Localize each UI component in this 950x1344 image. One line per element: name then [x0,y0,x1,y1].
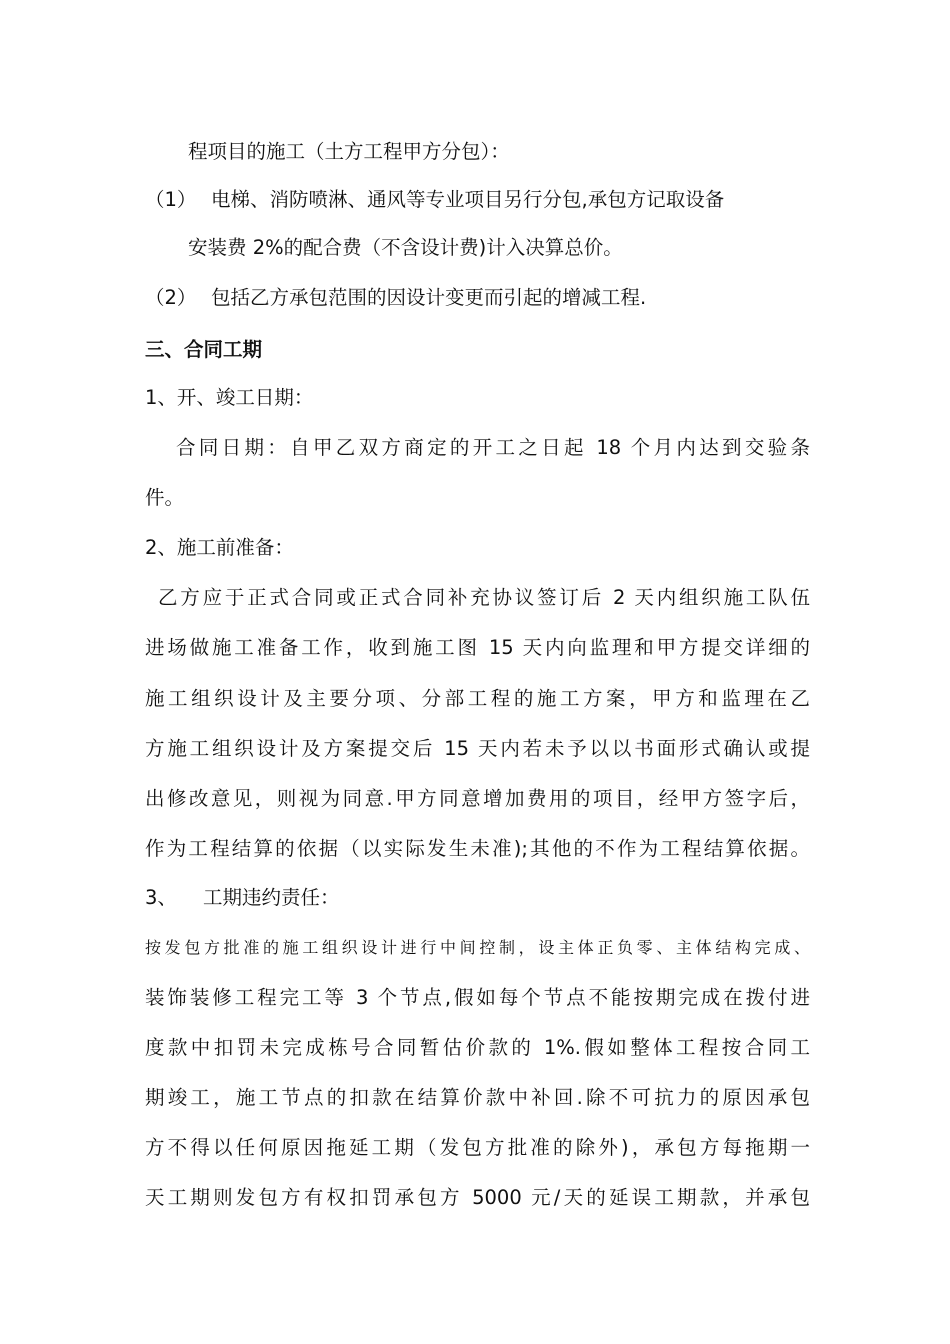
subsection-number: 3、 [145,886,177,909]
paragraph-line: 度款中扣罚未完成栋号合同暂估价款的 1%.假如整体工程按合同工 [145,1036,810,1059]
paragraph-line: 乙方应于正式合同或正式合同补充协议签订后 2 天内组织施工队伍 [158,586,810,609]
paragraph-line: 程项目的施工（土方工程甲方分包）： [188,140,510,163]
subsection-heading: 2、施工前准备： [145,536,294,559]
subsection-heading [145,883,810,913]
paragraph-line: 天工期则发包方有权扣罚承包方 5000 元/天的延误工期款，并承包 [145,1186,810,1209]
list-item-text: 电梯、消防喷淋、通风等专业项目另行分包,承包方记取设备 [211,188,725,211]
paragraph-line: 装饰装修工程完工等 3 个节点,假如每个节点不能按期完成在拨付进 [145,986,810,1009]
list-item-continuation: 安装费 2%的配合费（不含设计费)计入决算总价。 [188,236,623,259]
subsection-heading: 1、开、竣工日期： [145,386,314,409]
list-number: （2） [145,286,197,309]
list-item-text: 包括乙方承包范围的因设计变更而引起的增减工程. [211,286,647,309]
paragraph-line: 施工组织设计及主要分项、分部工程的施工方案，甲方和监理在乙 [145,687,810,710]
paragraph-line: 件。 [145,486,185,509]
paragraph-line: 期竣工，施工节点的扣款在结算价款中补回.除不可抗力的原因承包 [145,1086,810,1109]
list-item-2 [145,283,810,313]
paragraph-line: 方施工组织设计及方案提交后 15 天内若未予以以书面形式确认或提 [145,737,810,760]
paragraph-line: 作为工程结算的依据（以实际发生未准);其他的不作为工程结算依据。 [145,837,810,860]
section-heading: 三、合同工期 [145,338,263,361]
subsection-title: 工期违约责任： [203,886,340,909]
list-item-1 [145,185,810,215]
paragraph-line: 进场做施工准备工作，收到施工图 15 天内向监理和甲方提交详细的 [145,636,810,659]
paragraph-line: 合同日期：自甲乙双方商定的开工之日起 18 个月内达到交验条 [176,436,810,459]
paragraph-line: 方不得以任何原因拖延工期（发包方批准的除外)，承包方每拖期一 [145,1136,810,1159]
paragraph-line: 出修改意见，则视为同意.甲方同意增加费用的项目，经甲方签字后， [145,787,810,810]
paragraph-line: 按发包方批准的施工组织设计进行中间控制，设主体正负零、主体结构完成、 [145,938,810,957]
list-number: （1） [145,188,197,211]
